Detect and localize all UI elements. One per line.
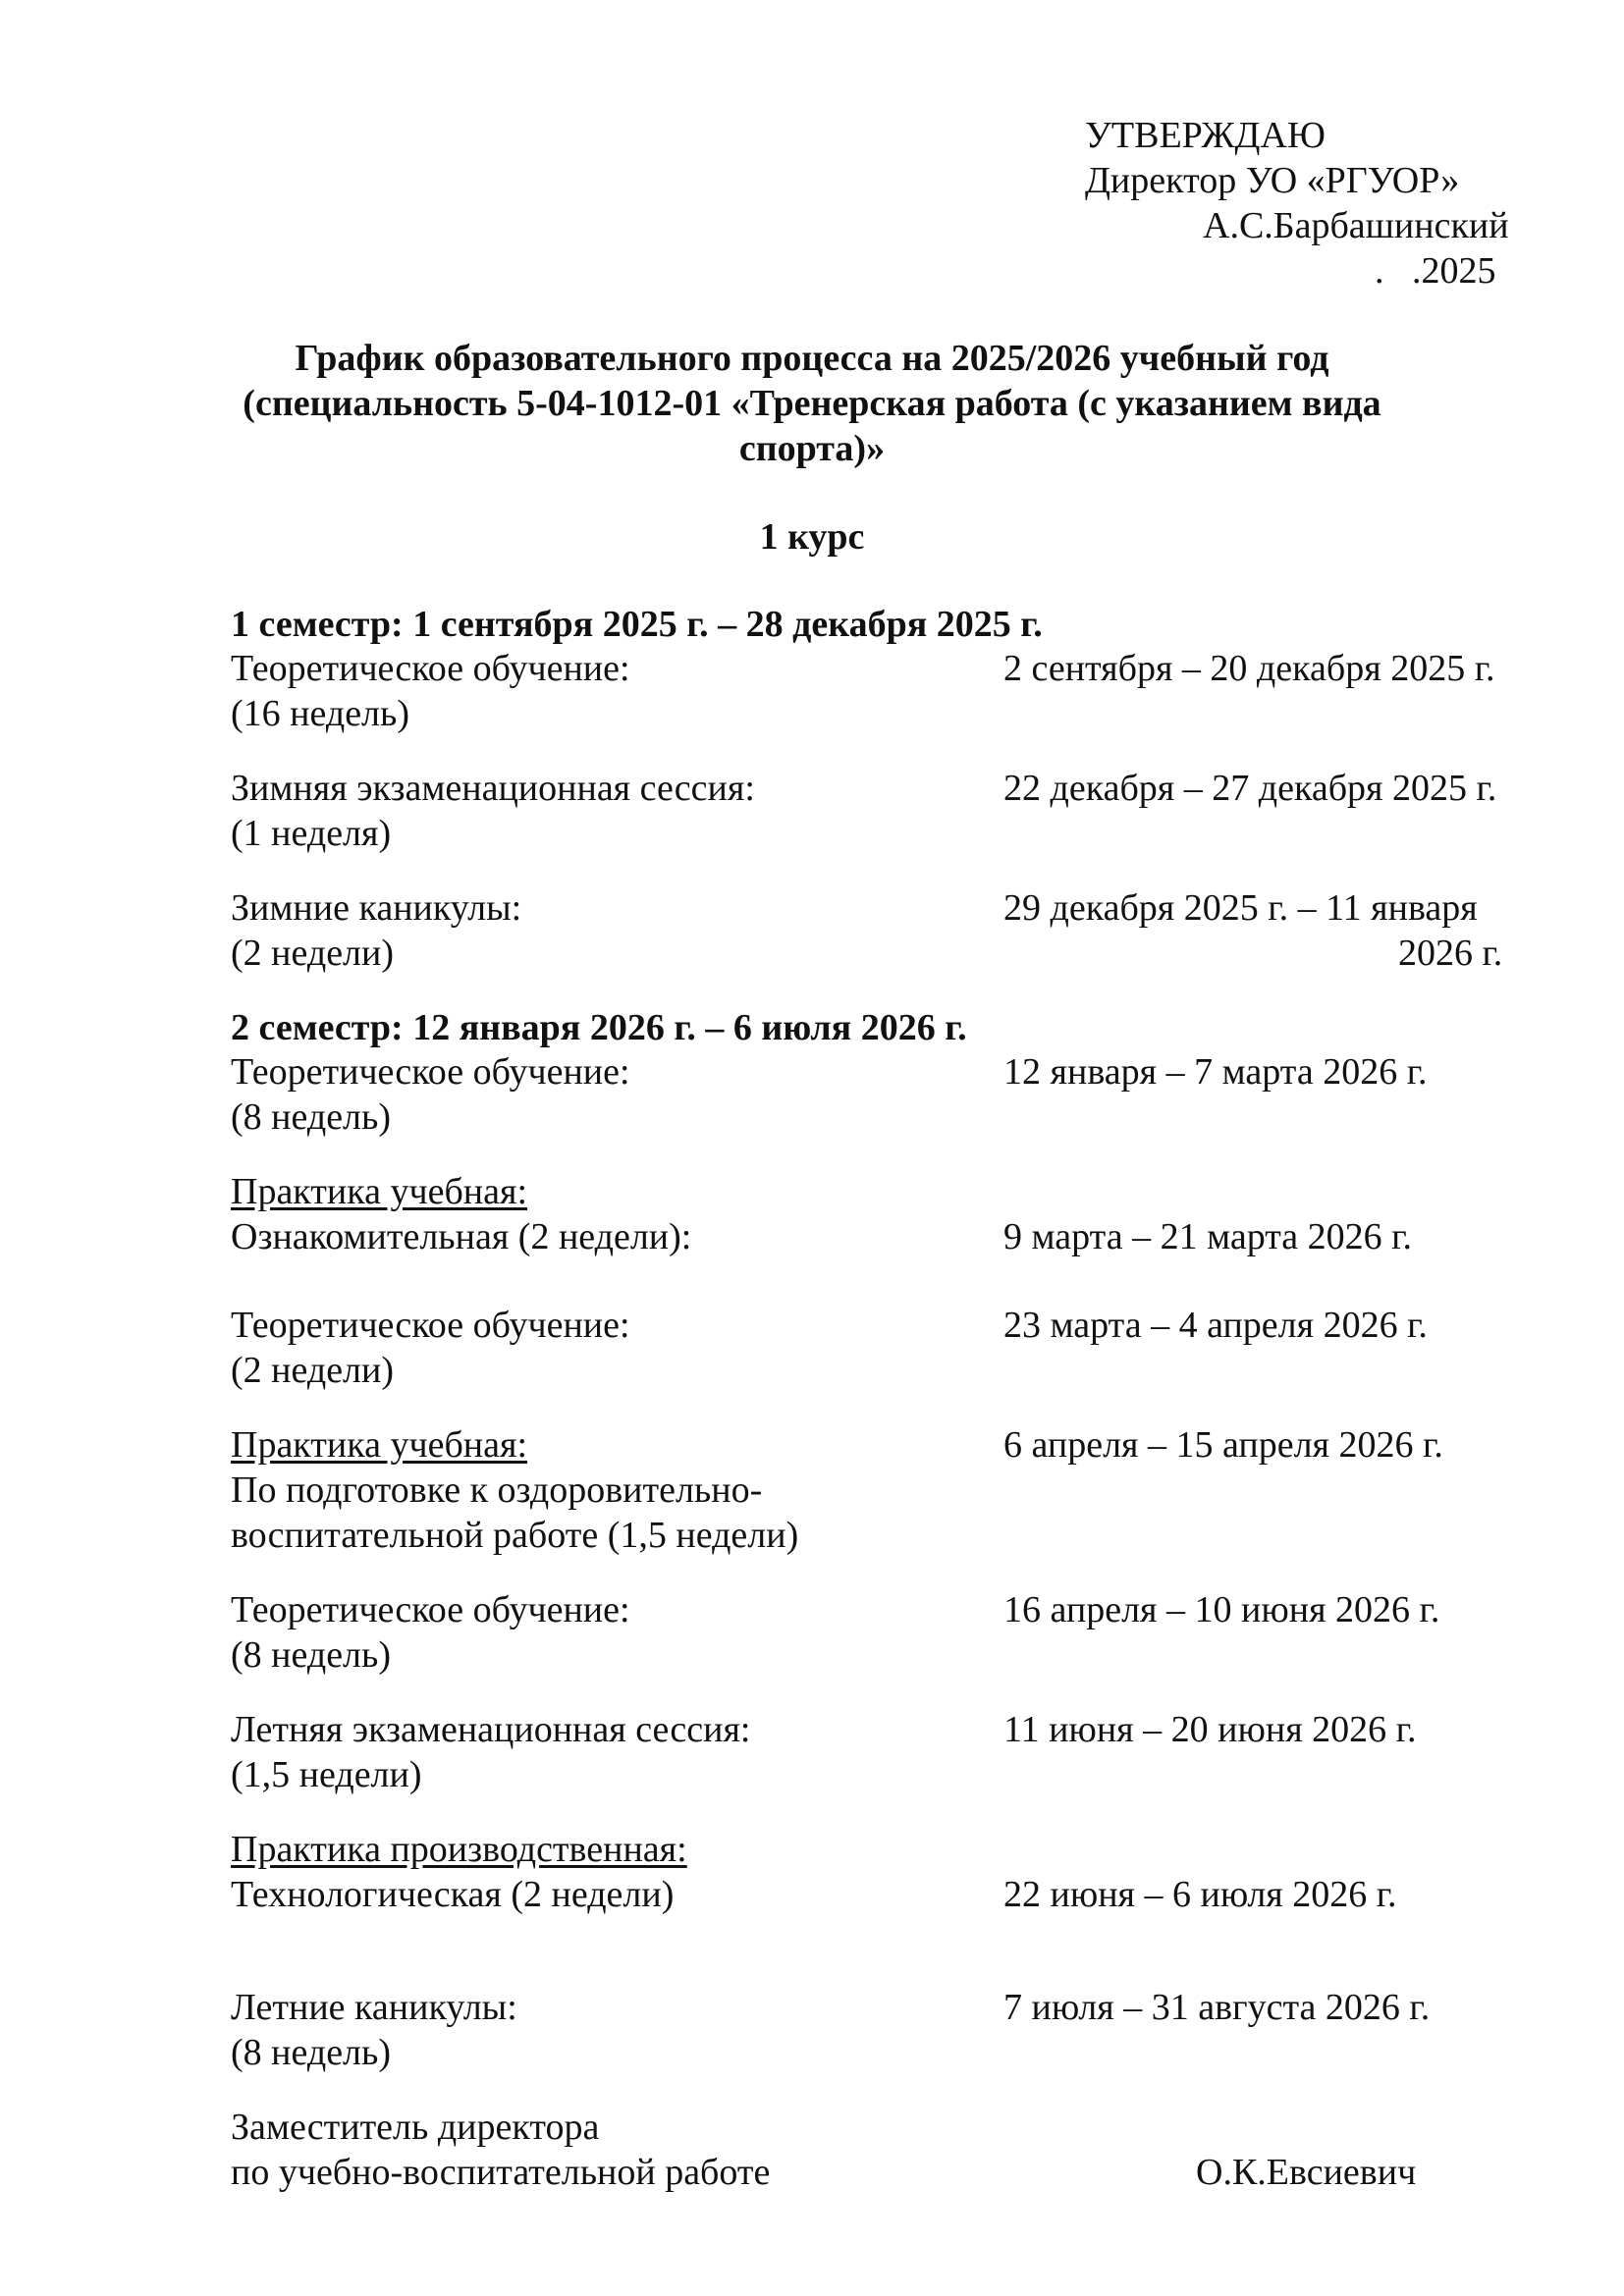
- approval-position: Директор УО «РГУОР»: [1085, 160, 1460, 201]
- s2-practice2-label1: По подготовке к оздоровительно-: [231, 1469, 763, 1511]
- s1-vacation-dates-cont: 2026 г.: [1398, 933, 1503, 974]
- s2-theory1-duration: (8 недель): [231, 1096, 392, 1138]
- document-title-line1: График образовательного процесса на 2025/2026 учебный год: [295, 338, 1329, 379]
- signature-position-line1: Заместитель директора: [231, 2107, 600, 2148]
- s2-session-duration: (1,5 недели): [231, 1754, 422, 1795]
- approval-date: . .2025: [1375, 250, 1496, 292]
- approval-name: А.С.Барбашинский: [1203, 205, 1509, 246]
- s1-session-duration: (1 неделя): [231, 813, 392, 854]
- s2-practice1-heading: Практика учебная:: [231, 1171, 528, 1212]
- s2-practice1-label: Ознакомительная (2 недели):: [231, 1216, 692, 1257]
- s2-vacation-label: Летние каникулы:: [231, 1987, 517, 2028]
- s2-vacation-duration: (8 недель): [231, 2032, 392, 2073]
- approval-title: УТВЕРЖДАЮ: [1085, 115, 1326, 156]
- s2-practice2-label2: воспитательной работе (1,5 недели): [231, 1515, 799, 1556]
- s2-vacation-dates: 7 июля – 31 августа 2026 г.: [1003, 1987, 1431, 2028]
- s2-practice3-label: Технологическая (2 недели): [231, 1874, 675, 1915]
- document-title-line2: (специальность 5-04-1012-01 «Тренерская работа (с указанием вида: [243, 383, 1381, 424]
- s1-session-dates: 22 декабря – 27 декабря 2025 г.: [1003, 768, 1497, 809]
- s2-practice3-heading: Практика производственная:: [231, 1829, 687, 1870]
- s2-session-dates: 11 июня – 20 июня 2026 г.: [1003, 1709, 1417, 1750]
- s1-session-label: Зимняя экзаменационная сессия:: [231, 768, 755, 809]
- s2-session-label: Летняя экзаменационная сессия:: [231, 1709, 751, 1750]
- s2-theory2-dates: 23 марта – 4 апреля 2026 г.: [1003, 1305, 1428, 1346]
- course-heading: 1 курс: [759, 516, 865, 558]
- semester1-heading: 1 семестр: 1 сентября 2025 г. – 28 декабря 2025 г.: [231, 604, 1043, 645]
- s2-theory1-dates: 12 января – 7 марта 2026 г.: [1003, 1051, 1428, 1093]
- s1-theory-label: Теоретическое обучение:: [231, 648, 630, 689]
- signature-name: О.К.Евсиевич: [1196, 2152, 1417, 2193]
- semester2-heading: 2 семестр: 12 января 2026 г. – 6 июля 2026 г.: [231, 1007, 967, 1048]
- s1-vacation-dates: 29 декабря 2025 г. – 11 января: [1003, 887, 1478, 929]
- s2-theory3-label: Теоретическое обучение:: [231, 1589, 630, 1630]
- s1-vacation-duration: (2 недели): [231, 933, 395, 974]
- s2-theory3-duration: (8 недель): [231, 1634, 392, 1676]
- document-title-line3: спорта)»: [738, 428, 886, 469]
- s2-theory2-label: Теоретическое обучение:: [231, 1305, 630, 1346]
- s2-practice1-dates: 9 марта – 21 марта 2026 г.: [1003, 1216, 1412, 1257]
- s1-theory-dates: 2 сентября – 20 декабря 2025 г.: [1003, 648, 1495, 689]
- s1-theory-duration: (16 недель): [231, 693, 410, 734]
- s2-theory2-duration: (2 недели): [231, 1350, 395, 1391]
- s1-vacation-label: Зимние каникулы:: [231, 887, 522, 929]
- s2-theory1-label: Теоретическое обучение:: [231, 1051, 630, 1093]
- s2-theory3-dates: 16 апреля – 10 июня 2026 г.: [1003, 1589, 1440, 1630]
- s2-practice2-heading: Практика учебная:: [231, 1424, 528, 1466]
- s2-practice2-dates: 6 апреля – 15 апреля 2026 г.: [1003, 1424, 1443, 1466]
- signature-position-line2: по учебно-воспитательной работе: [231, 2152, 771, 2193]
- s2-practice3-dates: 22 июня – 6 июля 2026 г.: [1003, 1874, 1397, 1915]
